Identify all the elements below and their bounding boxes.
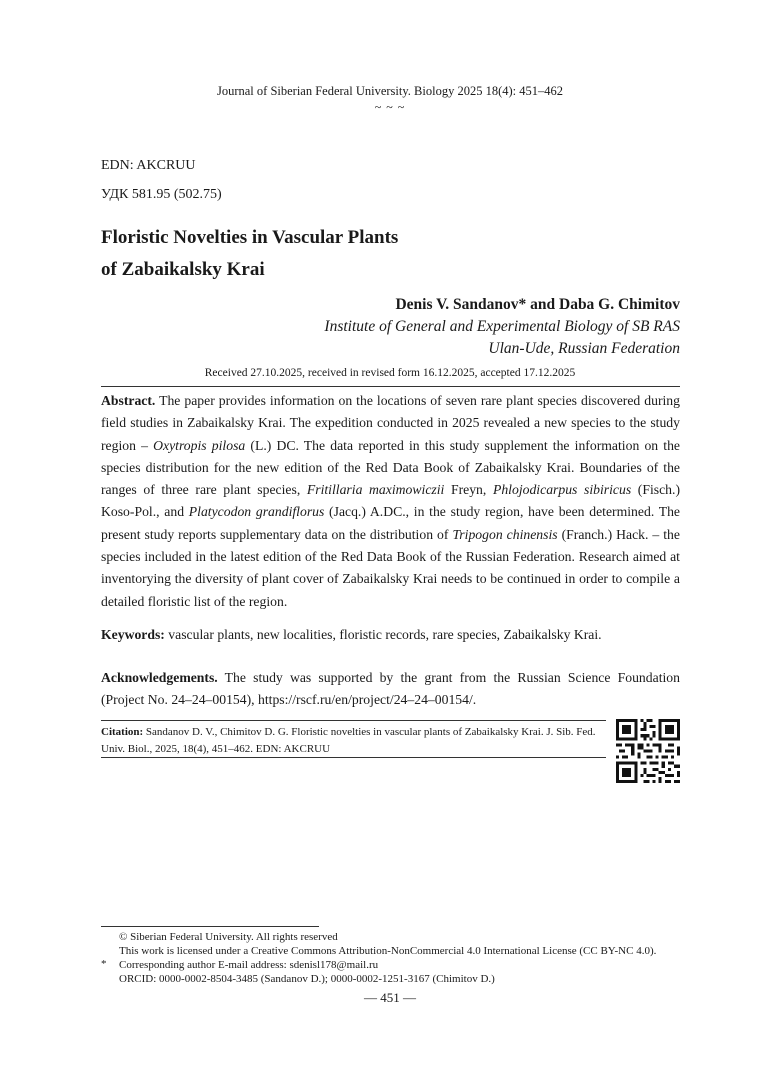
keywords-text: vascular plants, new localities, floristic records, rare species, Zabaikalsky Krai. xyxy=(164,627,602,642)
species-phlojodicarpus: Phlojodicarpus sibiricus xyxy=(492,482,632,498)
acknowledgements-label: Acknowledgements. xyxy=(101,670,218,685)
received-dates: Received 27.10.2025, received in revised form 16.12.2025, accepted 17.12.2025 xyxy=(204,367,576,379)
keywords xyxy=(101,624,680,646)
paper-title-line-1: Floristic Novelties in Vascular Plants xyxy=(101,227,399,248)
paper-title xyxy=(101,222,501,286)
keywords-label: Keywords: xyxy=(101,627,165,642)
species-fritillaria: Fritillaria maximowiczii xyxy=(306,482,445,498)
acknowledgements-text: The study was supported by the grant from the Russian Science Foundation (Project No. 24–24–00154), https://rscf.ru/en/project/24–24–00154/. xyxy=(101,670,680,708)
authors: Denis V. Sandanov* and Daba G. Chimitov xyxy=(395,296,680,313)
abstract-text-3: Freyn, xyxy=(444,482,493,498)
footnote-copyright: © Siberian Federal University. All rights reserved xyxy=(119,931,338,943)
abstract-text-6: (Franch.) Hack. – the species included in the latest edition of the Red Data Book of the Russian Federation. Research aimed at inventorying the diversity of plant cover of Zabaikalsky Krai needs to be continued in order to compile a detailed floristic list of the region. xyxy=(101,526,680,609)
abstract xyxy=(101,390,680,613)
affiliation xyxy=(324,316,680,360)
affiliation-institute: Institute of General and Experimental Biology of SB RAS xyxy=(324,318,680,335)
citation-top-rule xyxy=(101,720,606,721)
species-oxytropis: Oxytropis pilosa xyxy=(153,437,246,453)
acknowledgements xyxy=(101,667,680,712)
footnote-star: * xyxy=(101,958,107,970)
abstract-top-rule xyxy=(101,386,680,387)
udk-code: УДК 581.95 (502.75) xyxy=(101,187,222,202)
citation-bottom-rule xyxy=(101,757,606,758)
footnote-corresponding: Corresponding author E-mail address: sdenisl178@mail.ru xyxy=(119,959,379,971)
journal-header: Journal of Siberian Federal University. Biology 2025 18(4): 451–462 xyxy=(216,84,563,98)
page-number: — 451 — xyxy=(364,990,416,1005)
qr-code[interactable] xyxy=(616,719,680,783)
abstract-label: Abstract. xyxy=(101,393,156,408)
abstract-text-1: The paper provides information on the locations of seven rare plant species discovered during field studies in Zabaikalsky Krai. The expedition conducted in 2025 revealed a new species to the study region – xyxy=(101,393,680,453)
abstract-text-5: (Jacq.) A.DC., in the study region, have been determined. The present study reports supplementary data on the distribution of xyxy=(101,504,681,542)
species-tripogon: Tripogon chinensis xyxy=(452,526,558,542)
abstract-text-2: (L.) DC. The data reported in this study supplement the information on the species distribution for the new edition of the Red Data Book of Zabaikalsky Krai. Boundaries of the ranges of three rare plant species, xyxy=(101,437,681,498)
footnote-license: This work is licensed under a Creative Commons Attribution-NonCommercial 4.0 International License (CC BY-NC 4.0). xyxy=(119,945,657,957)
footnote-rule xyxy=(101,926,319,927)
species-platycodon: Platycodon grandiflorus xyxy=(188,504,325,520)
header-ornament: ~ ~ ~ xyxy=(374,100,406,114)
affiliation-location: Ulan-Ude, Russian Federation xyxy=(488,340,680,357)
citation-label: Citation: xyxy=(101,726,144,738)
citation-text: Sandanov D. V., Chimitov D. G. Floristic novelties in vascular plants of Zabaikalsky Krai. J. Sib. Fed. Univ. Biol., 2025, 18(4), 451–462. EDN: AKCRUU xyxy=(101,726,596,755)
citation xyxy=(101,724,606,757)
edn-code: EDN: AKCRUU xyxy=(101,158,196,173)
footnote-orcid: ORCID: 0000-0002-8504-3485 (Sandanov D.); 0000-0002-1251-3167 (Chimitov D.) xyxy=(119,973,495,985)
abstract-text-4: (Fisch.) Koso-Pol., and xyxy=(101,482,681,520)
paper-title-line-2: of Zabaikalsky Krai xyxy=(101,259,265,280)
